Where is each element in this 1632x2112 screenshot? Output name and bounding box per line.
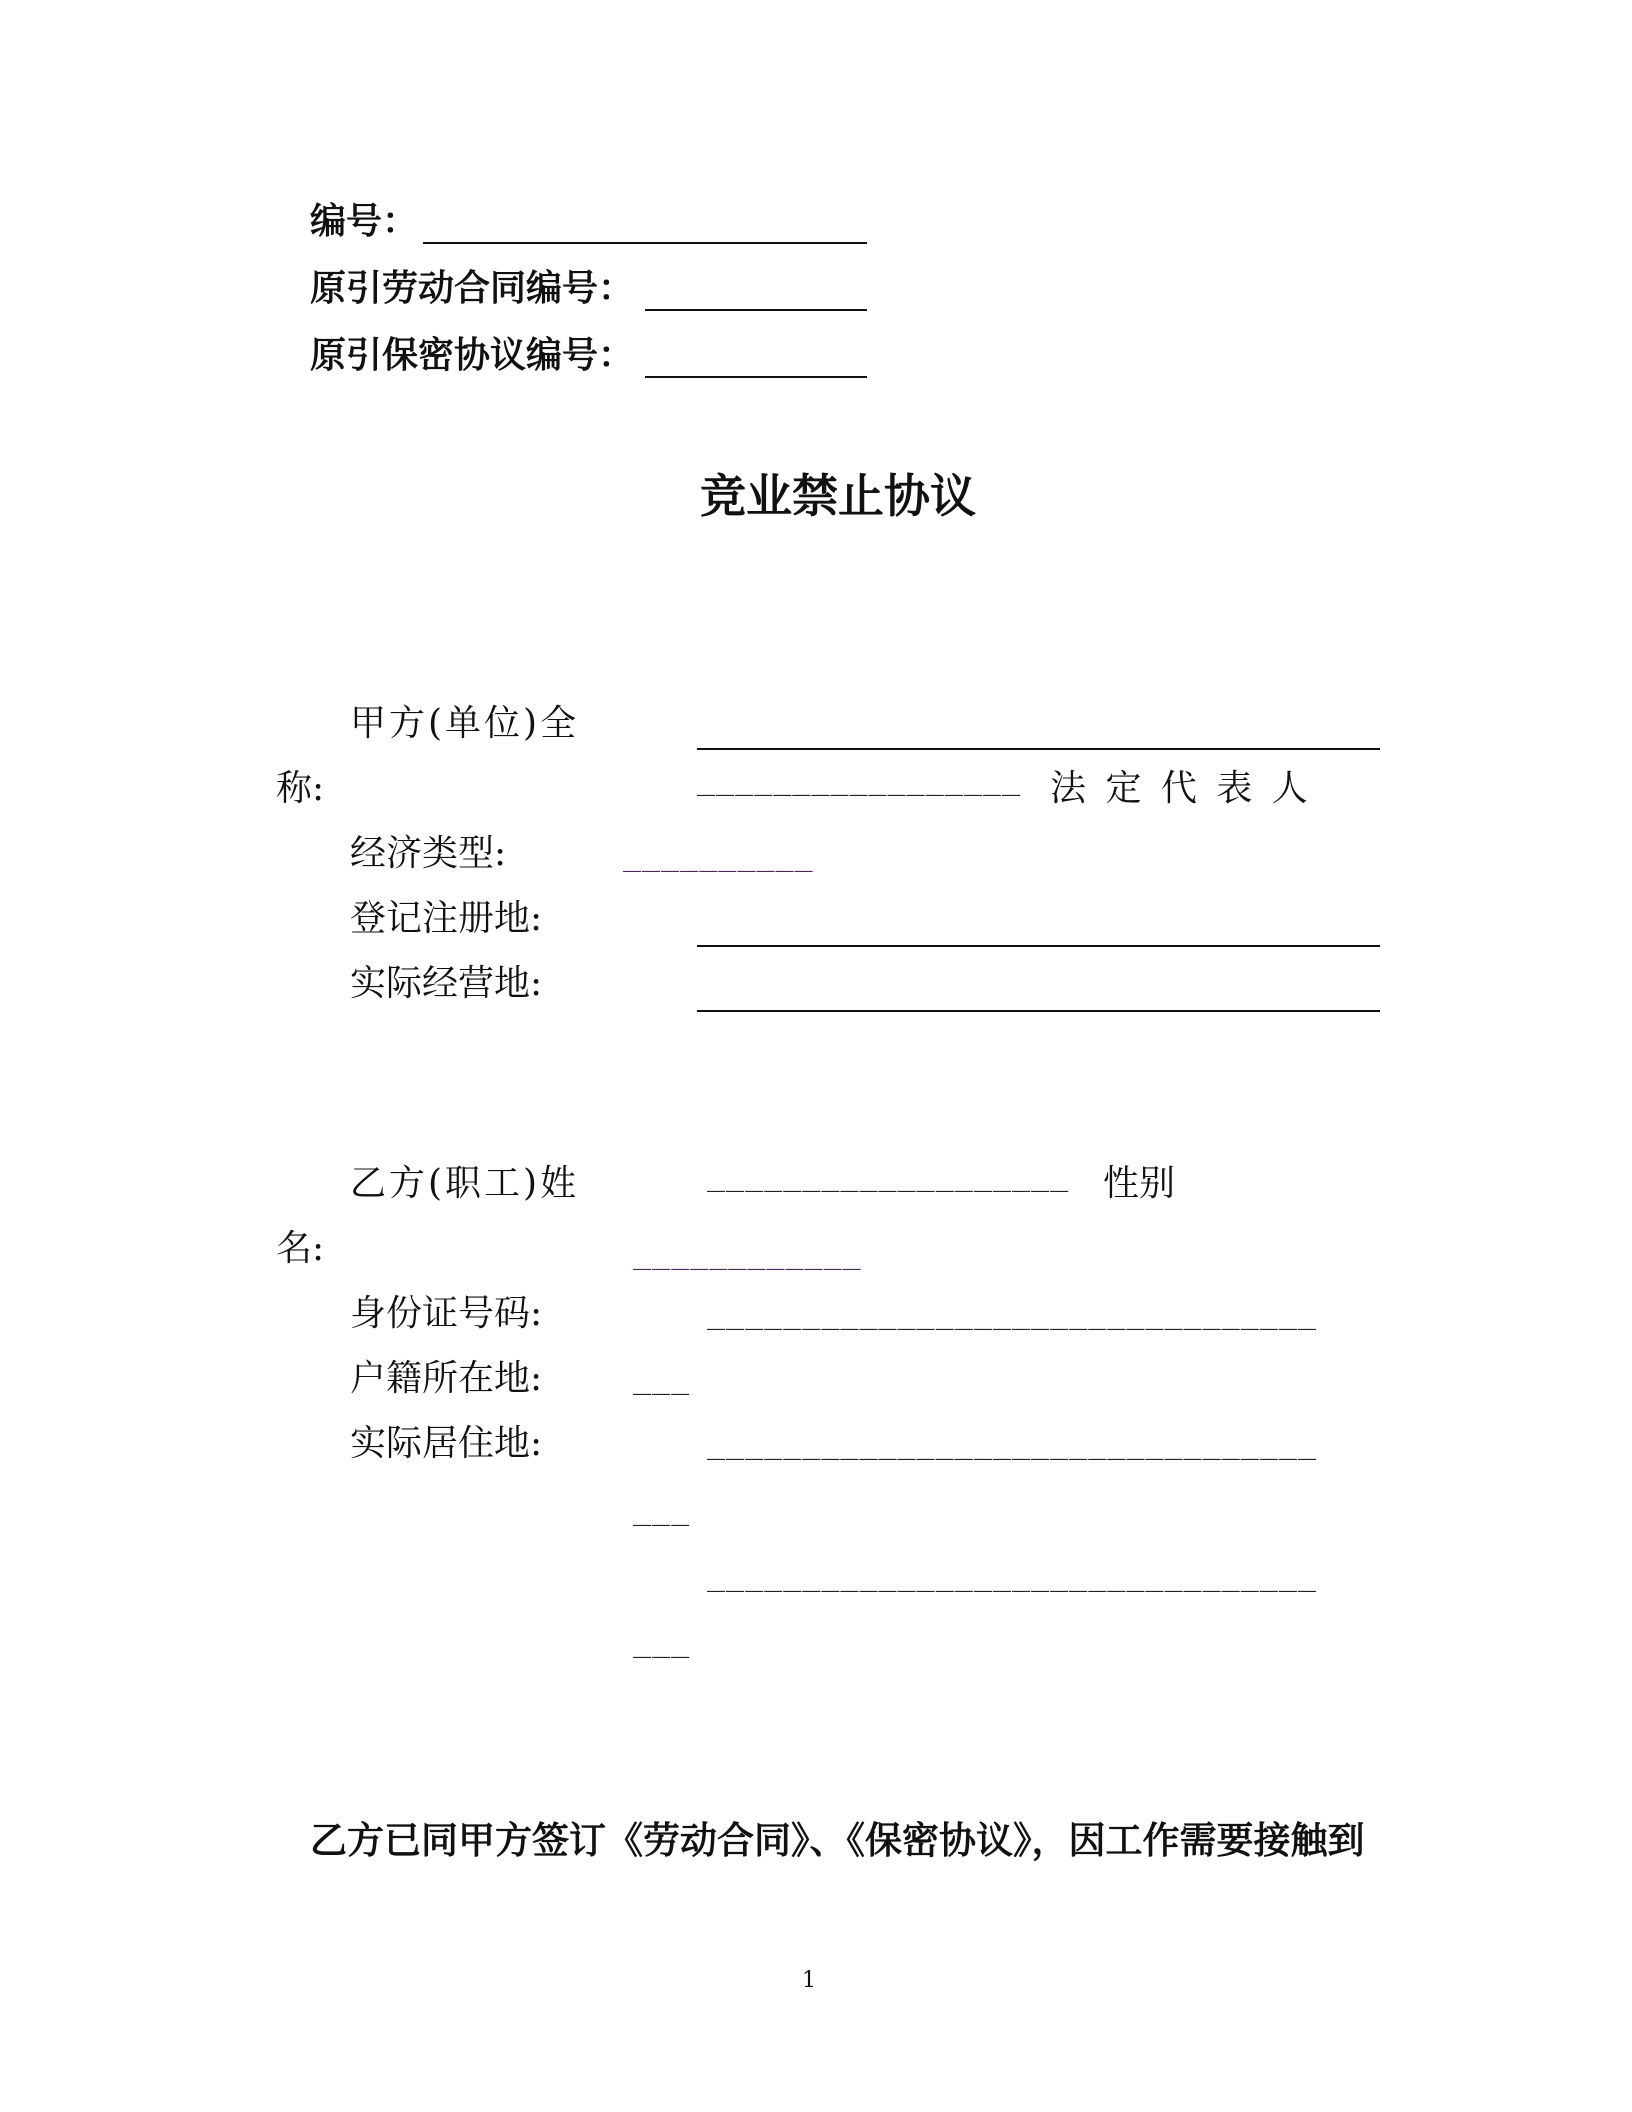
legal-rep-label: 法 定 代 表 人 xyxy=(1050,768,1312,809)
id-number-blank[interactable]: ________________________________ xyxy=(707,1296,1317,1331)
party-a-name-label-cont: 称: xyxy=(276,768,325,809)
hukou-label: 户籍所在地: xyxy=(350,1358,543,1399)
residence-blank-1[interactable]: ________________________________ xyxy=(707,1426,1317,1461)
econ-type-blank[interactable]: __________ xyxy=(623,838,814,873)
page-number: 1 xyxy=(802,1968,816,1993)
labor-contract-number-label: 原引劳动合同编号： xyxy=(310,268,635,309)
confidentiality-number-label: 原引保密协议编号： xyxy=(310,335,635,376)
number-label: 编号： xyxy=(310,201,419,242)
reg-place-blank-line[interactable] xyxy=(697,945,1380,947)
page-title: 竞业禁止协议 xyxy=(700,469,976,523)
residence-blank-2[interactable]: ________________________________ xyxy=(707,1558,1317,1593)
actual-biz-label: 实际经营地: xyxy=(350,963,543,1004)
labor-contract-number-blank-line[interactable] xyxy=(645,309,867,311)
confidentiality-number-blank-line[interactable] xyxy=(645,376,867,378)
hukou-blank[interactable]: ___ xyxy=(633,1361,691,1396)
party-a-name-blank-line[interactable] xyxy=(697,748,1380,750)
number-blank-line[interactable] xyxy=(423,242,867,244)
body-paragraph: 乙方已同甲方签订《劳动合同》、《保密协议》，因工作需要接触到 xyxy=(310,1819,1365,1862)
party-a-name-label: 甲方(单位)全 xyxy=(350,703,580,744)
reg-place-label: 登记注册地: xyxy=(350,898,543,939)
party-b-name-label: 乙方(职工)姓 xyxy=(350,1163,580,1204)
party-b-name-blank[interactable]: ___________________ xyxy=(707,1158,1070,1193)
gender-label: 性别 xyxy=(1103,1163,1176,1204)
residence-blank-1-tail[interactable]: ___ xyxy=(633,1492,691,1527)
id-number-label: 身份证号码: xyxy=(350,1293,543,1334)
residence-label: 实际居住地: xyxy=(350,1423,543,1464)
legal-rep-blank[interactable]: _________________ xyxy=(697,762,1022,797)
residence-blank-2-tail[interactable]: ___ xyxy=(633,1624,691,1659)
econ-type-label: 经济类型: xyxy=(350,833,507,874)
party-b-name-label-cont: 名: xyxy=(276,1228,325,1269)
actual-biz-blank-line[interactable] xyxy=(697,1010,1380,1012)
gender-blank[interactable]: ____________ xyxy=(633,1236,862,1271)
